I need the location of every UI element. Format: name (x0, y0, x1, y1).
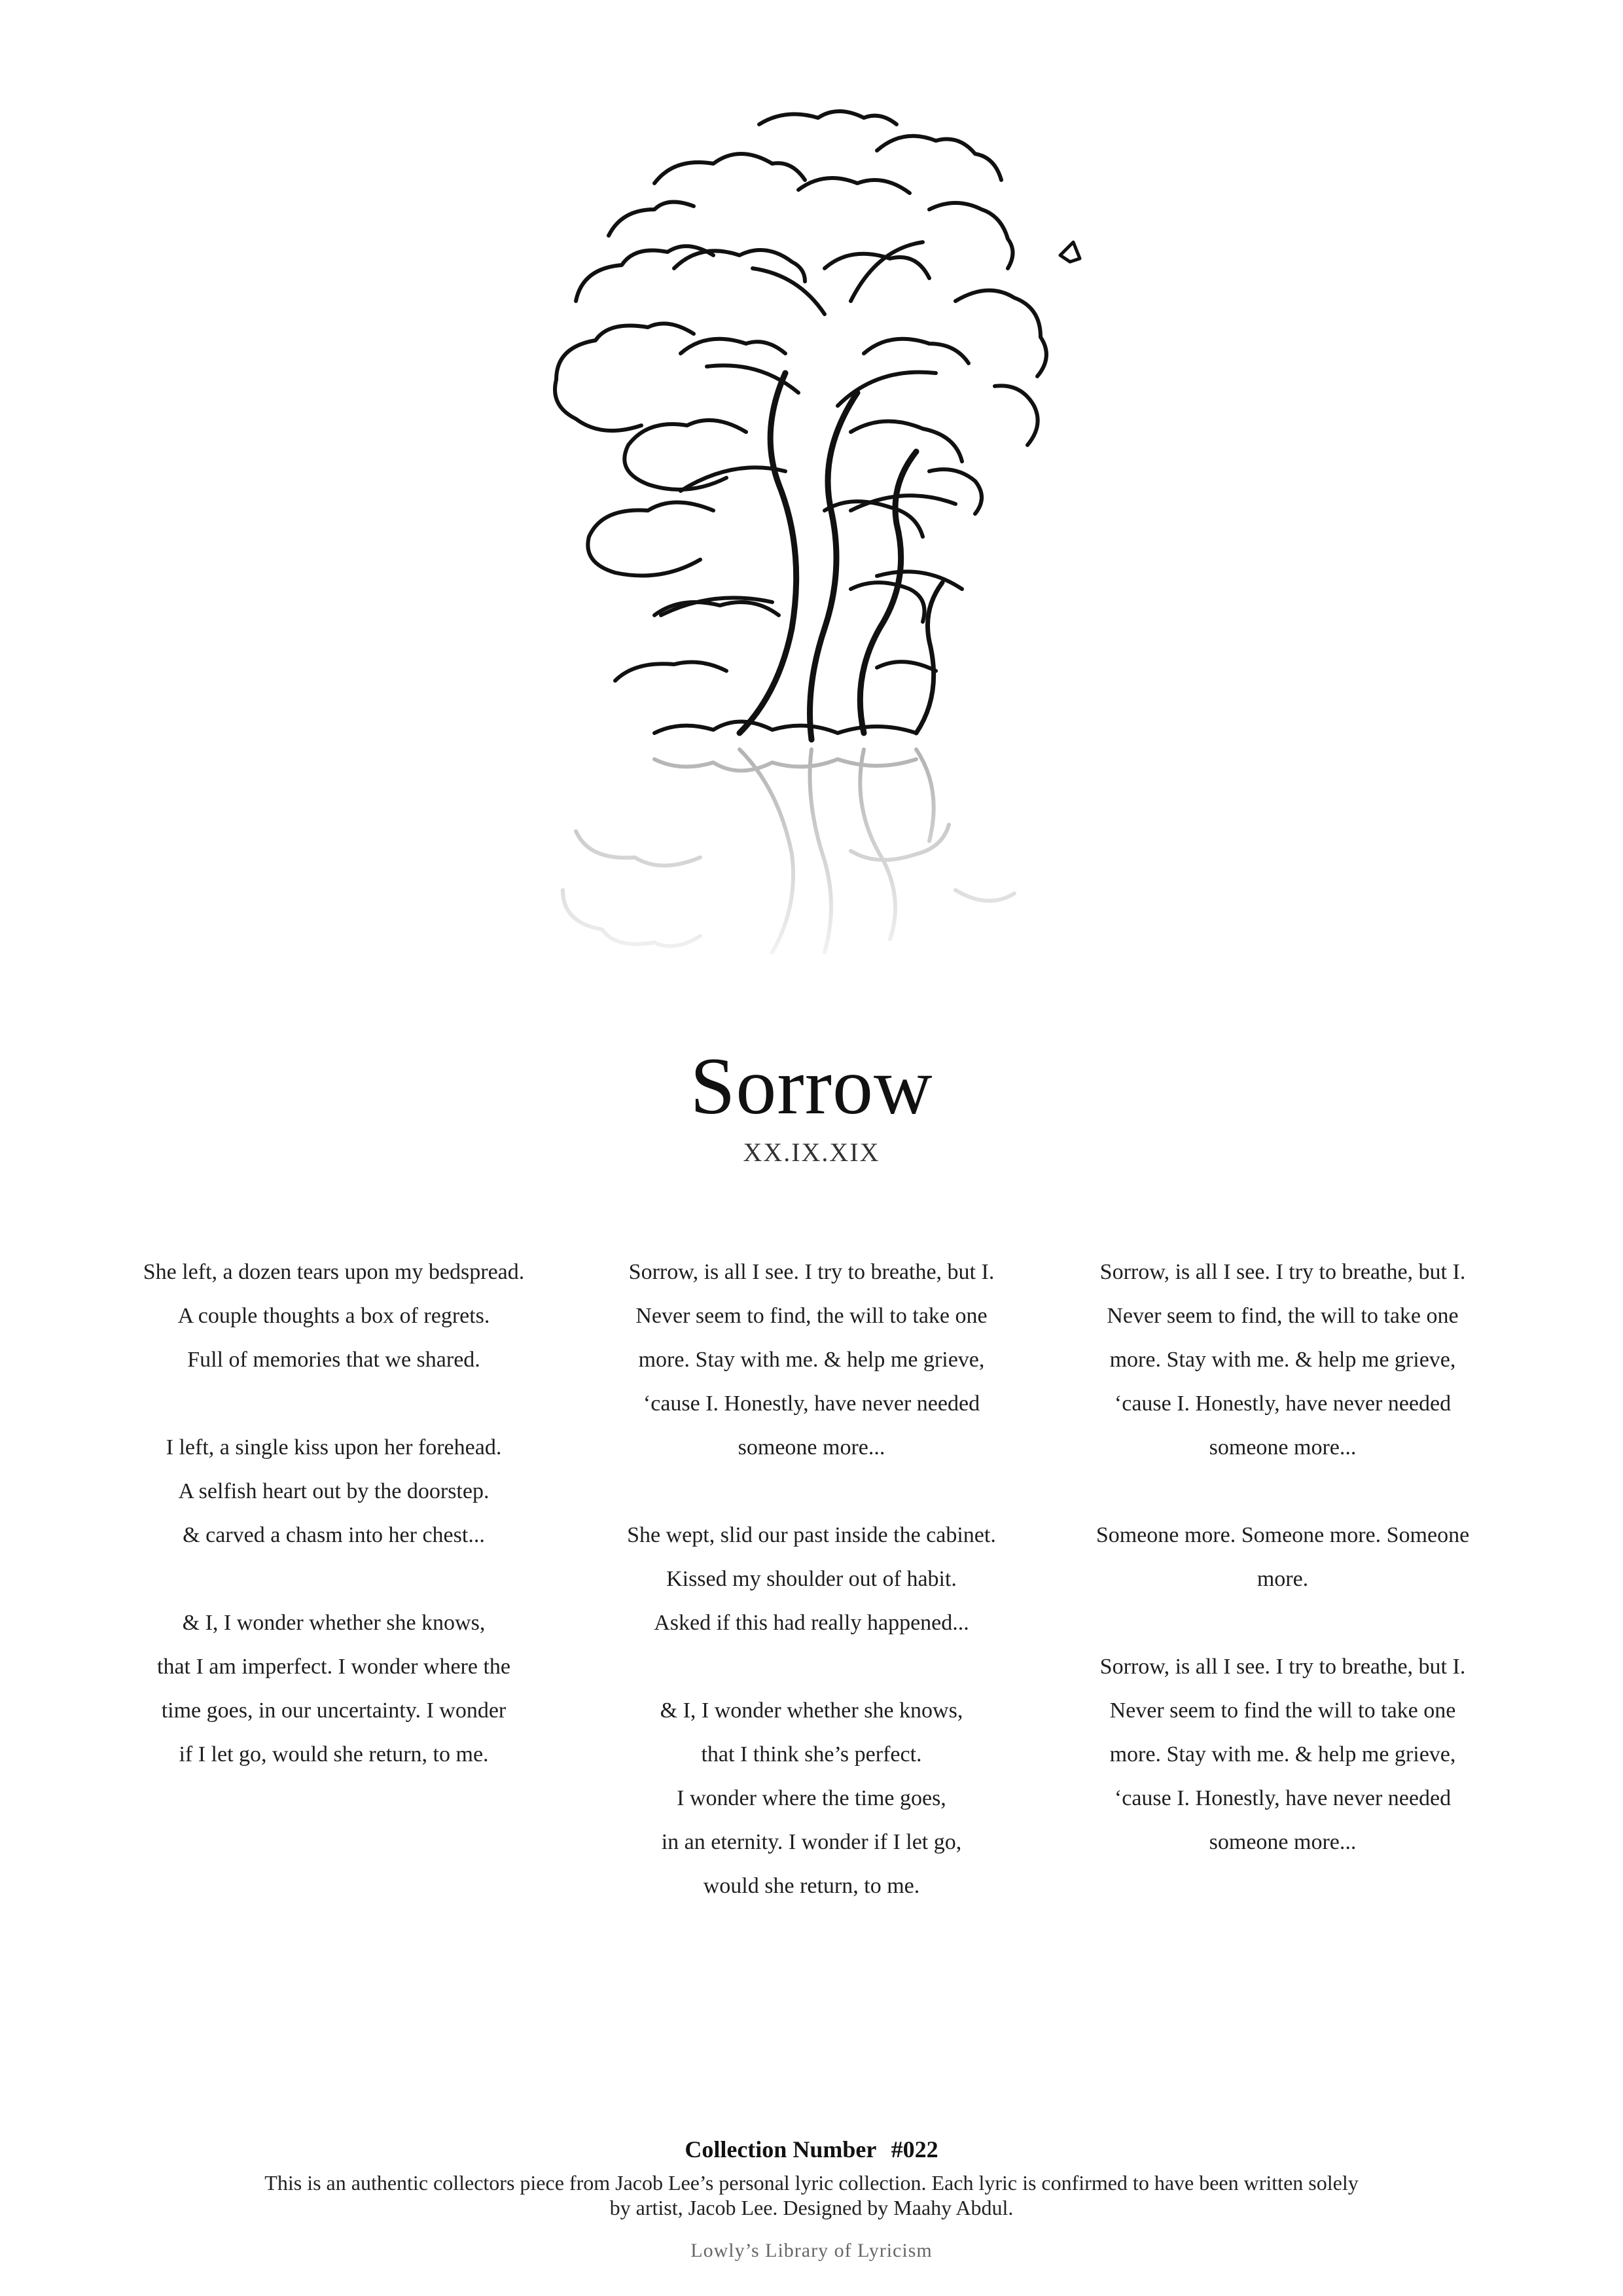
lyric-line: in an eternity. I wonder if I let go, (661, 1830, 962, 1854)
lyric-line: more. (1257, 1567, 1309, 1591)
tree-illustration (458, 105, 1165, 995)
lyric-line: someone more... (738, 1435, 885, 1460)
lyric-line: if I let go, would she return, to me. (179, 1742, 489, 1767)
lyric-line: someone more... (1209, 1435, 1357, 1460)
lyric-line: Asked if this had really happened... (654, 1611, 969, 1635)
lyric-line: A selfish heart out by the doorstep. (178, 1479, 490, 1503)
stanza (105, 1426, 563, 1557)
stanza (105, 1250, 563, 1382)
lyrics-column-3 (1054, 1250, 1512, 1908)
lyric-line: that I think she’s perfect. (701, 1742, 922, 1767)
authenticity-description (0, 2170, 1623, 2220)
stanza (582, 1513, 1041, 1645)
stanza (105, 1601, 563, 1776)
lyric-line: Full of memories that we shared. (187, 1348, 480, 1372)
poem-title: Sorrow (690, 1041, 933, 1131)
lyric-line: Never seem to find, the will to take one (1107, 1304, 1459, 1328)
lyric-line: & carved a chasm into her chest... (183, 1523, 485, 1547)
lyric-line: Sorrow, is all I see. I try to breathe, but I. (628, 1260, 995, 1284)
description-line-2: by artist, Jacob Lee. Designed by Maahy Abdul. (609, 2196, 1014, 2219)
stanza (582, 1250, 1041, 1469)
lyric-line: time goes, in our uncertainty. I wonder (161, 1698, 507, 1723)
stanza (1054, 1513, 1512, 1601)
lyric-line: Never seem to find, the will to take one (635, 1304, 988, 1328)
lyric-line: Kissed my shoulder out of habit. (666, 1567, 957, 1591)
lyric-line: & I, I wonder whether she knows, (182, 1611, 486, 1635)
lyric-line: would she return, to me. (703, 1874, 920, 1898)
lyric-line: I left, a single kiss upon her forehead. (166, 1435, 502, 1460)
lyrics-column-2 (582, 1250, 1041, 1952)
lyric-line: ‘cause I. Honestly, have never needed (1114, 1786, 1452, 1810)
collection-number-value: #022 (891, 2136, 938, 2162)
collection-number (0, 2134, 1623, 2165)
lyric-line: Sorrow, is all I see. I try to breathe, but I. (1099, 1260, 1466, 1284)
lyric-line: Sorrow, is all I see. I try to breathe, but I. (1099, 1655, 1466, 1679)
footer (0, 2134, 1623, 2262)
lyric-line: & I, I wonder whether she knows, (660, 1698, 963, 1723)
collection-label: Collection Number (685, 2136, 876, 2162)
lyric-line: I wonder where the time goes, (677, 1786, 946, 1810)
stanza (582, 1689, 1041, 1908)
stanza (1054, 1645, 1512, 1864)
description-line-1: This is an authentic collectors piece from Jacob Lee’s personal lyric collection. Each lyric is confirmed to have been written solely (264, 2171, 1359, 2195)
tree-illustration-icon (458, 105, 1165, 995)
lyric-line: someone more... (1209, 1830, 1357, 1854)
lyric-line: ‘cause I. Honestly, have never needed (1114, 1391, 1452, 1416)
stanza (1054, 1250, 1512, 1469)
lyric-line: more. Stay with me. & help me grieve, (638, 1348, 985, 1372)
lyric-line: She wept, slid our past inside the cabinet. (627, 1523, 996, 1547)
lyric-line: that I am imperfect. I wonder where the (157, 1655, 510, 1679)
lyric-line: ‘cause I. Honestly, have never needed (643, 1391, 980, 1416)
lyric-line: more. Stay with me. & help me grieve, (1109, 1348, 1456, 1372)
title-block (0, 1041, 1623, 1169)
lyric-line: more. Stay with me. & help me grieve, (1109, 1742, 1456, 1767)
lyric-line: A couple thoughts a box of regrets. (177, 1304, 490, 1328)
lyrics-column-1 (105, 1250, 563, 1820)
lyric-line: Never seem to find the will to take one (1109, 1698, 1456, 1723)
library-name: Lowly’s Library of Lyricism (690, 2240, 933, 2261)
lyric-line: She left, a dozen tears upon my bedspread. (143, 1260, 525, 1284)
lyric-line: Someone more. Someone more. Someone (1096, 1523, 1470, 1547)
poem-date: XX.IX.XIX (743, 1138, 880, 1167)
